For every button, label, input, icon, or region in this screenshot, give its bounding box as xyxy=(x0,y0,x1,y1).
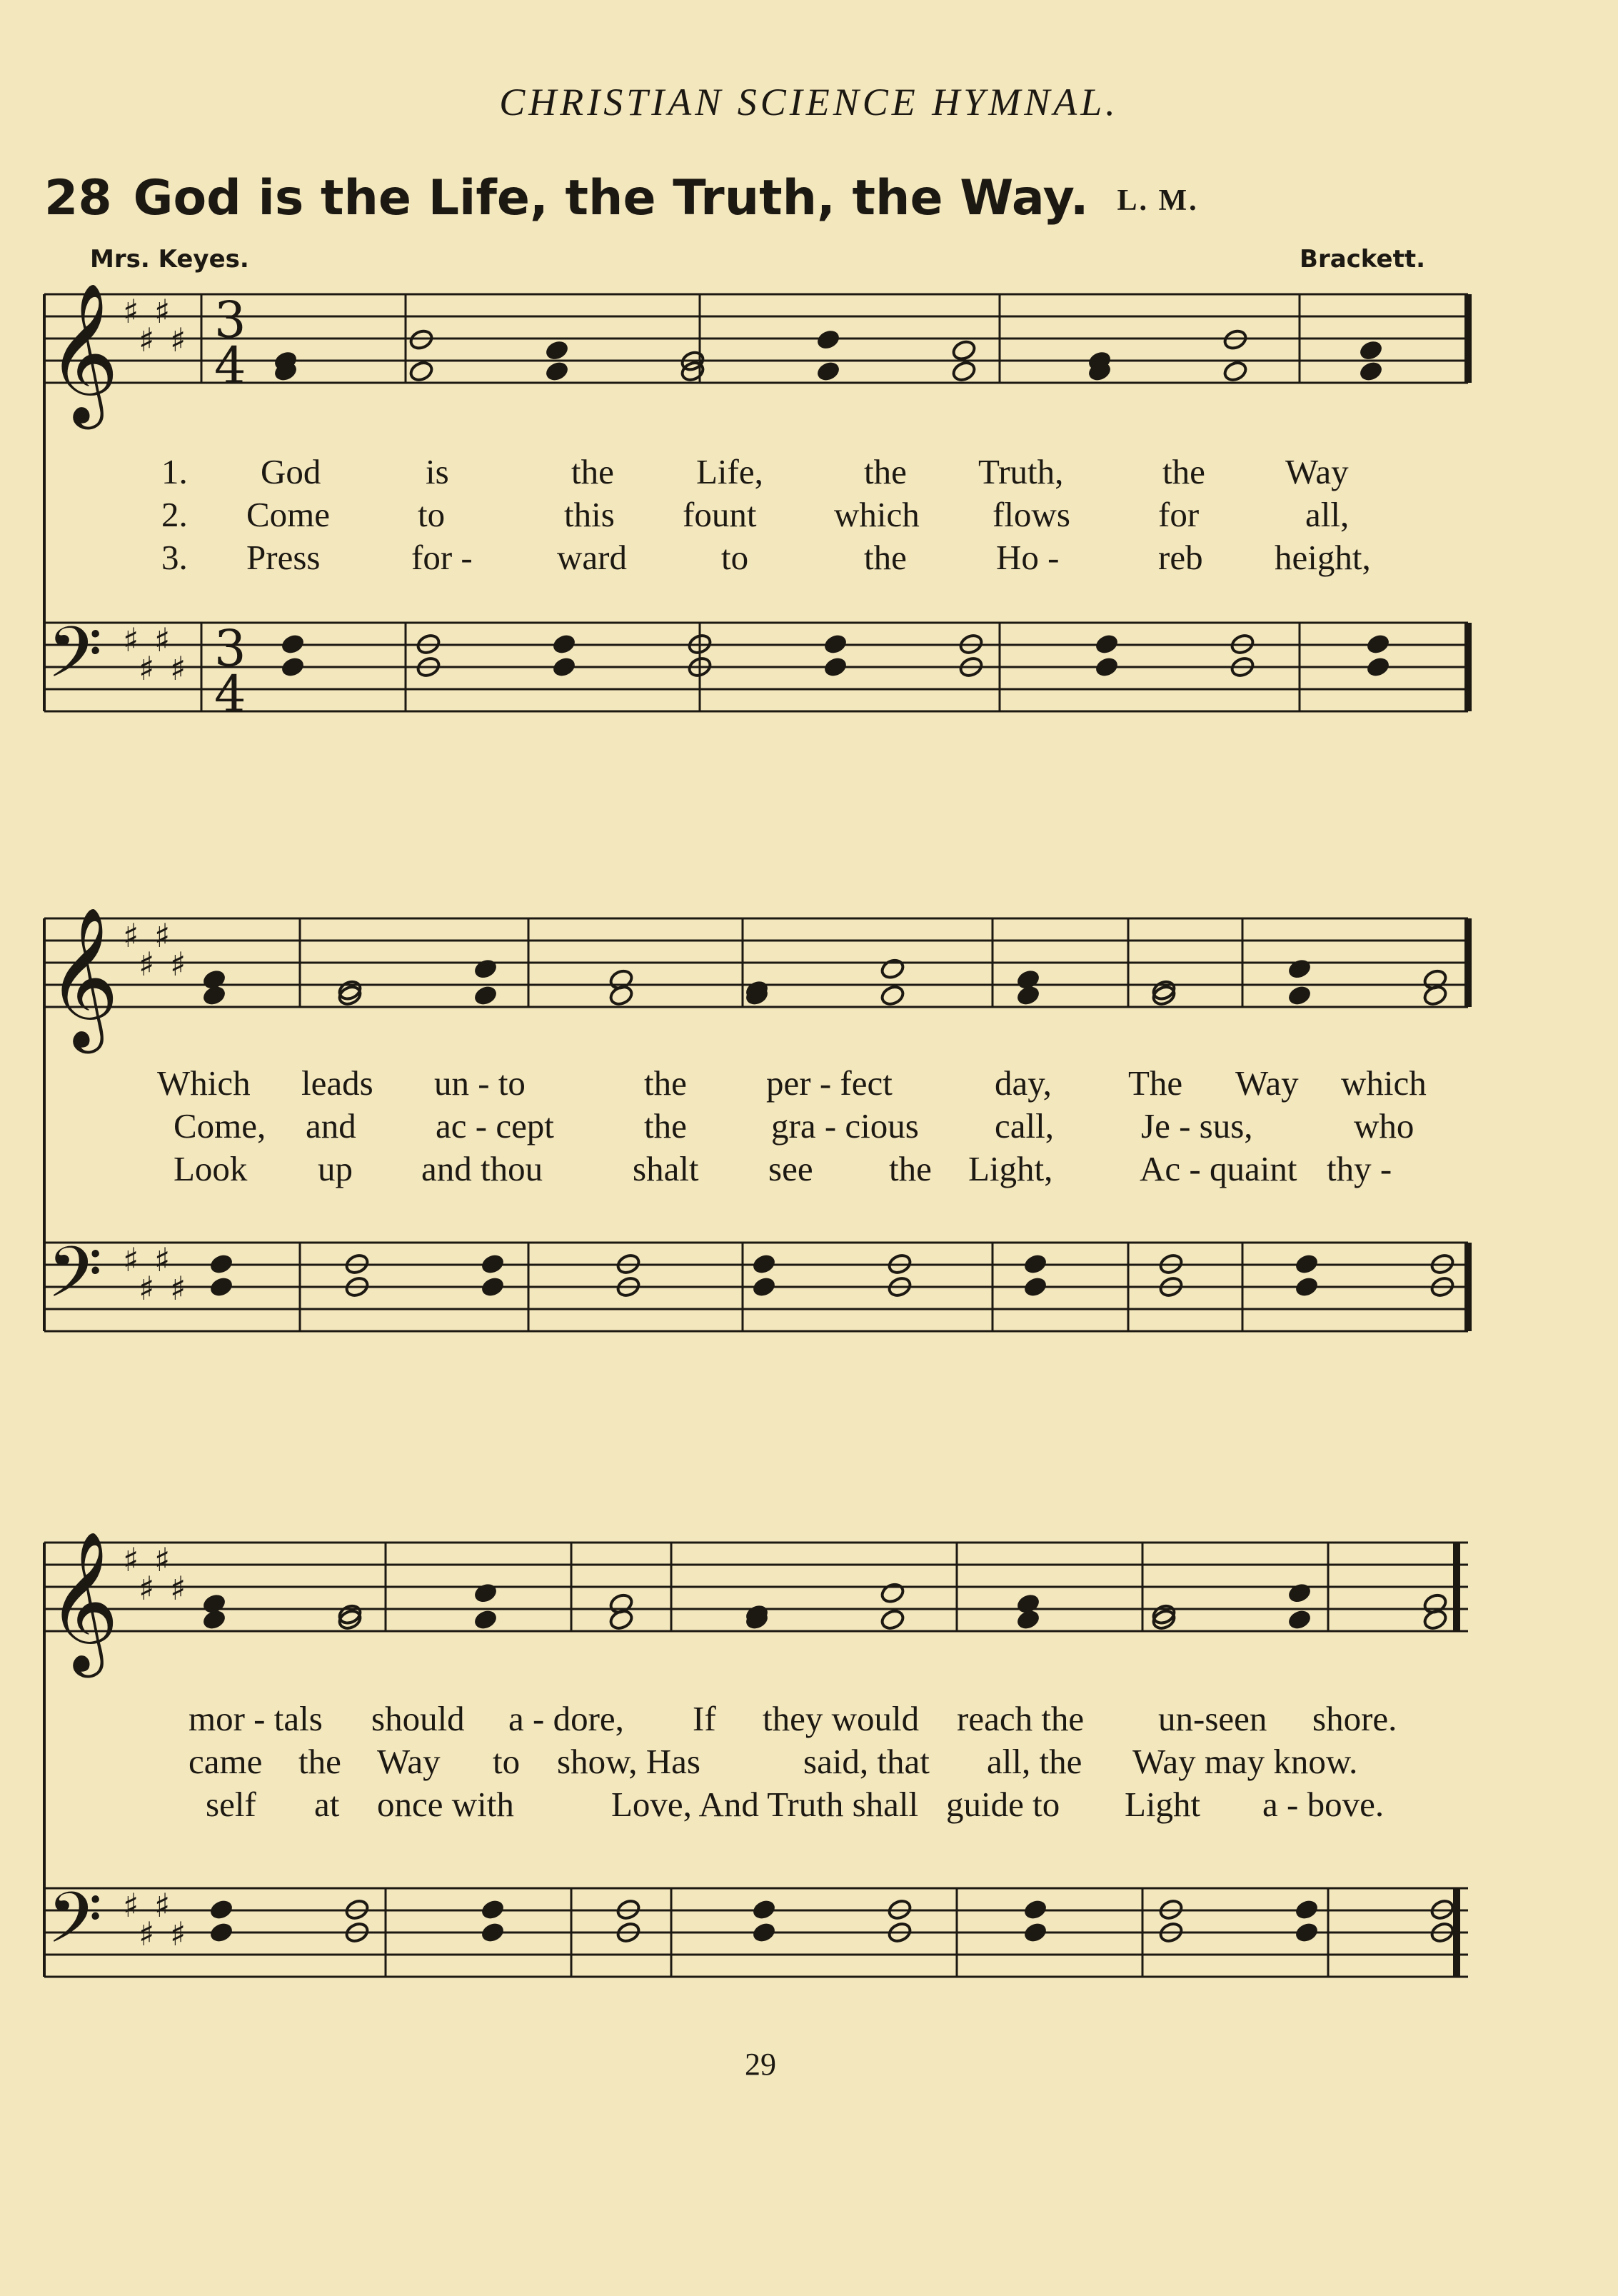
lyric-syllable: 2. xyxy=(161,495,188,534)
quarter-note xyxy=(1094,633,1120,656)
lyric-syllable: gra - cious xyxy=(771,1106,919,1146)
lyric-syllable: show, Has xyxy=(557,1742,700,1781)
quarter-note xyxy=(1287,984,1312,1008)
half-note xyxy=(951,360,977,383)
lyric-syllable: flows xyxy=(993,495,1070,534)
quarter-note xyxy=(823,656,848,679)
lyric-syllable: ac - cept xyxy=(436,1106,554,1146)
lyric-syllable: came xyxy=(189,1742,263,1781)
quarter-note xyxy=(1022,1898,1048,1922)
lyric-syllable: Which xyxy=(157,1063,251,1103)
clef-mark: 𝄞 xyxy=(47,1530,119,1672)
clef-mark: ♯ xyxy=(154,292,171,331)
lyric-syllable: see xyxy=(768,1149,813,1188)
lyric-syllable: Way xyxy=(1235,1063,1299,1103)
lyric-syllable: for - xyxy=(411,538,473,577)
quarter-note xyxy=(751,1275,777,1299)
lyric-syllable: is xyxy=(426,452,449,491)
lyric-syllable: day, xyxy=(995,1063,1052,1103)
clef-mark: ♯ xyxy=(154,1540,171,1579)
lyric-syllable: all, xyxy=(1305,495,1350,534)
quarter-note xyxy=(815,360,841,383)
half-note xyxy=(1222,360,1248,383)
quarter-note xyxy=(1358,339,1384,362)
clef-mark: ♯ xyxy=(123,1540,139,1579)
lyric-syllable: the xyxy=(864,452,907,491)
half-note xyxy=(880,984,905,1008)
lyric-syllable: leads xyxy=(301,1063,373,1103)
half-note xyxy=(880,1581,905,1605)
quarter-note xyxy=(473,1608,498,1632)
quarter-note xyxy=(815,328,841,351)
half-note xyxy=(880,1608,905,1632)
clef-mark: ♯ xyxy=(154,621,171,659)
lyric-syllable: Light, xyxy=(968,1149,1053,1188)
lyric-syllable: Come xyxy=(246,495,331,534)
lyric-syllable: If xyxy=(693,1699,716,1738)
running-head: CHRISTIAN SCIENCE HYMNAL. xyxy=(499,81,1119,124)
lyric-syllable: which xyxy=(834,495,920,534)
author-credit: Mrs. Keyes. xyxy=(90,245,249,274)
lyric-syllable: the xyxy=(889,1149,932,1188)
quarter-note xyxy=(751,1898,777,1922)
lyric-syllable: should xyxy=(371,1699,465,1738)
clef-mark: ♯ xyxy=(139,1269,155,1308)
quarter-note xyxy=(751,1921,777,1945)
lyric-syllable: and xyxy=(306,1106,356,1146)
lyric-syllable: Way xyxy=(377,1742,441,1781)
lyric-syllable: fount xyxy=(683,495,757,534)
lyric-syllable: the xyxy=(571,452,614,491)
lyric-syllable: guide to xyxy=(946,1785,1060,1824)
lyric-syllable: call, xyxy=(995,1106,1054,1146)
clef-mark: ♯ xyxy=(139,649,155,688)
lyric-syllable: 3. xyxy=(161,538,188,577)
lyric-syllable: Love, And Truth shall xyxy=(611,1785,919,1824)
quarter-note xyxy=(480,1275,506,1299)
lyric-syllable: thy - xyxy=(1327,1149,1392,1188)
quarter-note xyxy=(280,633,306,656)
half-note xyxy=(951,339,977,362)
lyric-syllable: Je - sus, xyxy=(1141,1106,1253,1146)
quarter-note xyxy=(480,1253,506,1276)
lyric-syllable: un - to xyxy=(434,1063,526,1103)
lyric-syllable: reach the xyxy=(957,1699,1085,1738)
clef-mark: ♯ xyxy=(123,621,139,659)
quarter-note xyxy=(1287,1581,1312,1605)
lyric-syllable: all, the xyxy=(987,1742,1082,1781)
clef-mark: ♯ xyxy=(139,945,155,983)
page-number: 29 xyxy=(745,2047,776,2082)
lyric-syllable: they would xyxy=(763,1699,920,1738)
quarter-note xyxy=(551,633,577,656)
lyric-syllable: the xyxy=(1162,452,1205,491)
lyric-syllable: Ac - quaint xyxy=(1140,1149,1297,1188)
quarter-note xyxy=(1365,656,1391,679)
lyric-syllable: this xyxy=(564,495,615,534)
lyric-syllable: for xyxy=(1158,495,1200,534)
quarter-note xyxy=(823,633,848,656)
lyric-syllable: Come, xyxy=(174,1106,266,1146)
lyric-syllable: and thou xyxy=(421,1149,543,1188)
lyric-syllable: un-seen xyxy=(1158,1699,1267,1738)
clef-mark: ♯ xyxy=(154,1240,171,1279)
quarter-note xyxy=(480,1898,506,1922)
lyric-syllable: Life, xyxy=(696,452,763,491)
clef-mark: 𝄢 xyxy=(47,1878,103,1977)
clef-mark: ♯ xyxy=(123,1886,139,1925)
lyric-syllable: the xyxy=(644,1106,687,1146)
half-note xyxy=(1422,984,1448,1008)
lyric-syllable: mor - tals xyxy=(189,1699,323,1738)
quarter-note xyxy=(1022,1275,1048,1299)
half-note xyxy=(1422,1608,1448,1632)
composer-credit: Brackett. xyxy=(1300,245,1425,274)
half-note xyxy=(608,984,634,1008)
lyric-syllable: shalt xyxy=(633,1149,699,1188)
lyric-syllable: Look xyxy=(174,1149,248,1188)
clef-mark: ♯ xyxy=(170,321,186,359)
quarter-note xyxy=(1294,1275,1320,1299)
clef-mark: ♯ xyxy=(123,292,139,331)
quarter-note xyxy=(1094,656,1120,679)
lyric-syllable: height, xyxy=(1275,538,1371,577)
quarter-note xyxy=(201,984,227,1008)
lyric-syllable: up xyxy=(318,1149,353,1188)
lyric-syllable: a - dore, xyxy=(508,1699,624,1738)
clef-mark: 4 xyxy=(214,665,246,723)
quarter-note xyxy=(1358,360,1384,383)
lyric-syllable: Truth, xyxy=(978,452,1064,491)
lyric-syllable: once with xyxy=(377,1785,514,1824)
quarter-note xyxy=(473,957,498,981)
clef-mark: ♯ xyxy=(170,649,186,688)
quarter-note xyxy=(1365,633,1391,656)
quarter-note xyxy=(473,1581,498,1605)
lyric-syllable: Way may know. xyxy=(1132,1742,1358,1781)
clef-mark: 𝄞 xyxy=(47,282,119,423)
quarter-note xyxy=(208,1253,234,1276)
lyric-syllable: to xyxy=(721,538,749,577)
half-note xyxy=(608,1608,634,1632)
clef-mark: 𝄢 xyxy=(47,1232,103,1331)
half-note xyxy=(408,328,434,351)
lyric-syllable: shore. xyxy=(1312,1699,1397,1738)
quarter-note xyxy=(1022,1921,1048,1945)
lyric-syllable: Light xyxy=(1125,1785,1201,1824)
lyric-syllable: God xyxy=(261,452,321,491)
clef-mark: 3 xyxy=(214,619,246,678)
clef-mark: 𝄞 xyxy=(47,906,119,1048)
lyric-syllable: to xyxy=(493,1742,521,1781)
clef-mark: 𝄢 xyxy=(47,612,103,711)
meter: L. M. xyxy=(1117,184,1199,218)
quarter-note xyxy=(1294,1898,1320,1922)
clef-mark: ♯ xyxy=(139,1569,155,1608)
lyric-syllable: at xyxy=(314,1785,340,1824)
lyric-syllable: Ho - xyxy=(996,538,1060,577)
quarter-note xyxy=(551,656,577,679)
quarter-note xyxy=(1287,1608,1312,1632)
quarter-note xyxy=(208,1275,234,1299)
lyric-syllable: reb xyxy=(1158,538,1203,577)
clef-mark: ♯ xyxy=(154,916,171,955)
clef-mark: ♯ xyxy=(139,321,155,359)
quarter-note xyxy=(1287,957,1312,981)
quarter-note xyxy=(1015,1608,1041,1632)
lyric-syllable: the xyxy=(644,1063,687,1103)
quarter-note xyxy=(208,1898,234,1922)
half-note xyxy=(408,360,434,383)
clef-mark: ♯ xyxy=(170,1269,186,1308)
lyric-syllable: a - bove. xyxy=(1262,1785,1385,1824)
lyric-syllable: 1. xyxy=(161,452,188,491)
lyric-syllable: said, that xyxy=(803,1742,930,1781)
lyric-syllable: the xyxy=(864,538,907,577)
clef-mark: ♯ xyxy=(170,945,186,983)
lyric-syllable: self xyxy=(206,1785,256,1824)
quarter-note xyxy=(1022,1253,1048,1276)
lyric-syllable: The xyxy=(1128,1063,1183,1103)
clef-mark: ♯ xyxy=(123,916,139,955)
quarter-note xyxy=(480,1921,506,1945)
clef-mark: ♯ xyxy=(139,1915,155,1953)
quarter-note xyxy=(473,984,498,1008)
quarter-note xyxy=(280,656,306,679)
hymn-number: 28 xyxy=(44,170,112,226)
lyric-syllable: Press xyxy=(246,538,321,577)
half-note xyxy=(880,957,905,981)
clef-mark: ♯ xyxy=(170,1569,186,1608)
clef-mark: 4 xyxy=(214,336,246,395)
hymn-title-text: God is the Life, the Truth, the Way. xyxy=(133,170,1089,226)
quarter-note xyxy=(1015,984,1041,1008)
lyric-syllable: the xyxy=(298,1742,341,1781)
quarter-note xyxy=(201,1608,227,1632)
half-note xyxy=(1222,328,1248,351)
clef-mark: 3 xyxy=(214,291,246,349)
lyric-syllable: which xyxy=(1341,1063,1427,1103)
quarter-note xyxy=(751,1253,777,1276)
clef-mark: ♯ xyxy=(154,1886,171,1925)
clef-mark: ♯ xyxy=(170,1915,186,1953)
lyric-syllable: who xyxy=(1354,1106,1415,1146)
lyric-syllable: ward xyxy=(557,538,627,577)
clef-mark: ♯ xyxy=(123,1240,139,1279)
lyric-syllable: Way xyxy=(1285,452,1349,491)
quarter-note xyxy=(1294,1921,1320,1945)
quarter-note xyxy=(544,339,570,362)
quarter-note xyxy=(544,360,570,383)
quarter-note xyxy=(208,1921,234,1945)
lyric-syllable: per - fect xyxy=(766,1063,893,1103)
lyric-syllable: to xyxy=(418,495,446,534)
quarter-note xyxy=(1294,1253,1320,1276)
